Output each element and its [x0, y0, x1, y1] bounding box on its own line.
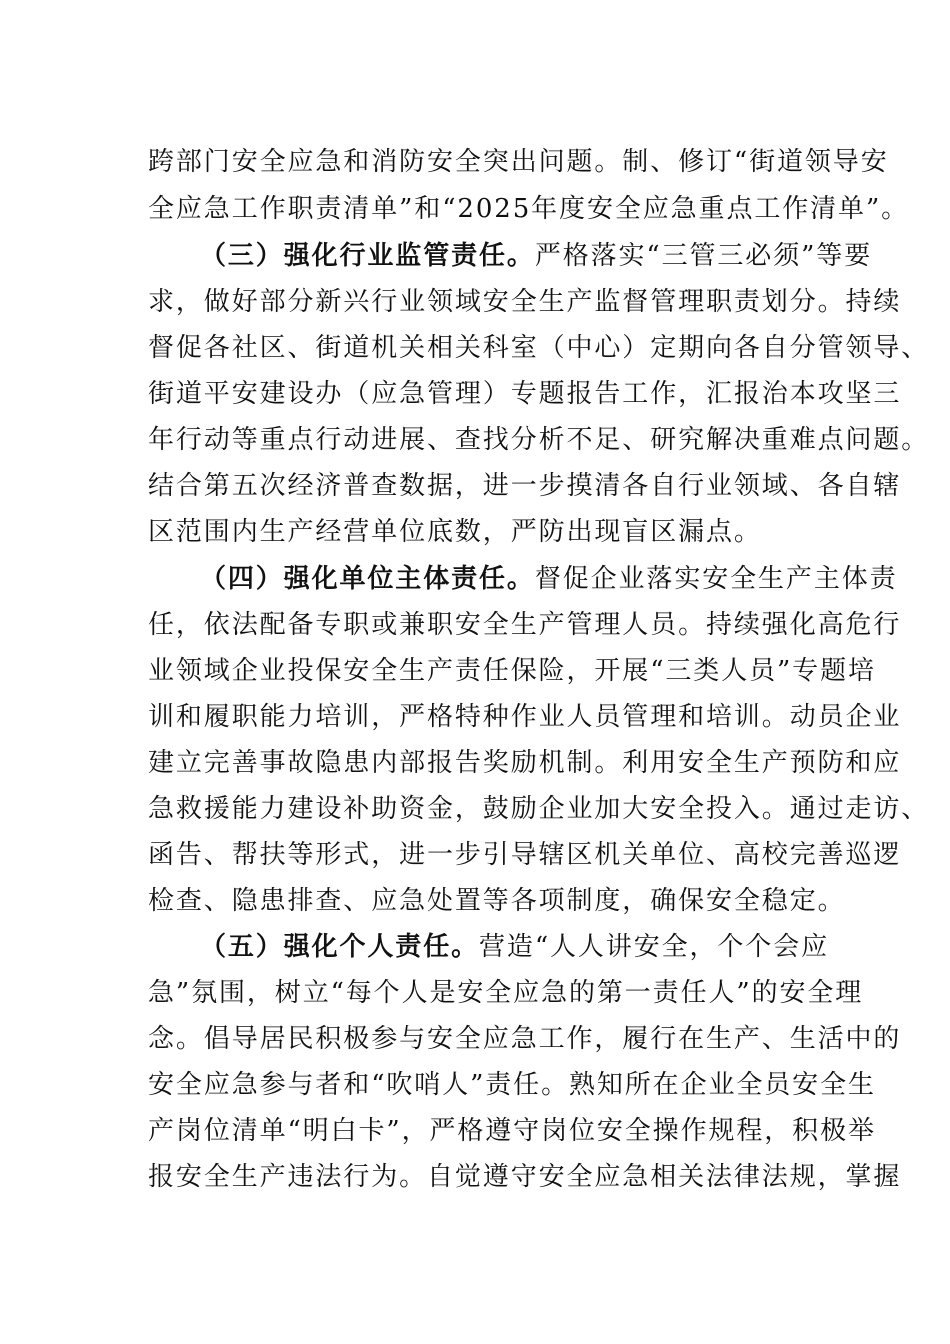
text-line: 年行动等重点行动进展、查找分析不足、研究解决重难点问题。	[148, 425, 930, 455]
text-line: 街道平安建设办（应急管理）专题报告工作，汇报治本攻坚三	[148, 379, 902, 409]
text-line: 跨部门安全应急和消防安全突出问题。制、修订“街道领导安	[148, 147, 889, 177]
section-heading-4: （四）强化单位主体责任。	[200, 564, 535, 594]
text-line: 报安全生产违法行为。自觉遵守安全应急相关法律法规，掌握	[148, 1162, 902, 1192]
paragraph-4-first-line	[200, 559, 898, 599]
text-line: 全应急工作职责清单”和“2025年度安全应急重点工作清单”。	[148, 194, 910, 224]
text-line: 函告、帮扶等形式，进一步引导辖区机关单位、高校完善巡逻	[148, 840, 902, 870]
text-line: 安全应急参与者和“吹哨人”责任。熟知所在企业全员安全生	[148, 1070, 876, 1100]
text-line: 任，依法配备专职或兼职安全生产管理人员。持续强化高危行	[148, 610, 902, 640]
text-line: 结合第五次经济普查数据，进一步摸清各自行业领域、各自辖	[148, 471, 902, 501]
text-line: 产岗位清单“明白卡”，严格遵守岗位安全操作规程，积极举	[148, 1116, 876, 1146]
text-line: 区范围内生产经营单位底数，严防出现盲区漏点。	[148, 517, 762, 547]
text-line: 业领域企业投保安全生产责任保险，开展“三类人员”专题培	[148, 656, 876, 686]
section-heading-3: （三）强化行业监管责任。	[200, 241, 535, 271]
text-line: 急”氛围，树立“每个人是安全应急的第一责任人”的安全理	[148, 978, 864, 1008]
paragraph-3-first-line	[200, 236, 873, 276]
paragraph-5-first-line	[200, 927, 828, 967]
text-span: 严格落实“三管三必须”等要	[534, 241, 873, 271]
text-line: 督促各社区、街道机关相关科室（中心）定期向各自分管领导、	[148, 333, 930, 363]
text-line: 检查、隐患排查、应急处置等各项制度，确保安全稳定。	[148, 886, 846, 916]
text-line: 建立完善事故隐患内部报告奖励机制。利用安全生产预防和应	[148, 748, 902, 778]
section-heading-5: （五）强化个人责任。	[200, 932, 480, 962]
text-line: 训和履职能力培训，严格特种作业人员管理和培训。动员企业	[148, 702, 902, 732]
text-span: 督促企业落实安全生产主体责	[534, 564, 898, 594]
text-span: 营造“人人讲安全，个个会应	[479, 932, 830, 962]
text-line: 急救援能力建设补助资金，鼓励企业加大安全投入。通过走访、	[148, 794, 930, 824]
text-line: 求，做好部分新兴行业领域安全生产监督管理职责划分。持续	[148, 287, 902, 317]
text-line: 念。倡导居民积极参与安全应急工作，履行在生产、生活中的	[148, 1024, 902, 1054]
